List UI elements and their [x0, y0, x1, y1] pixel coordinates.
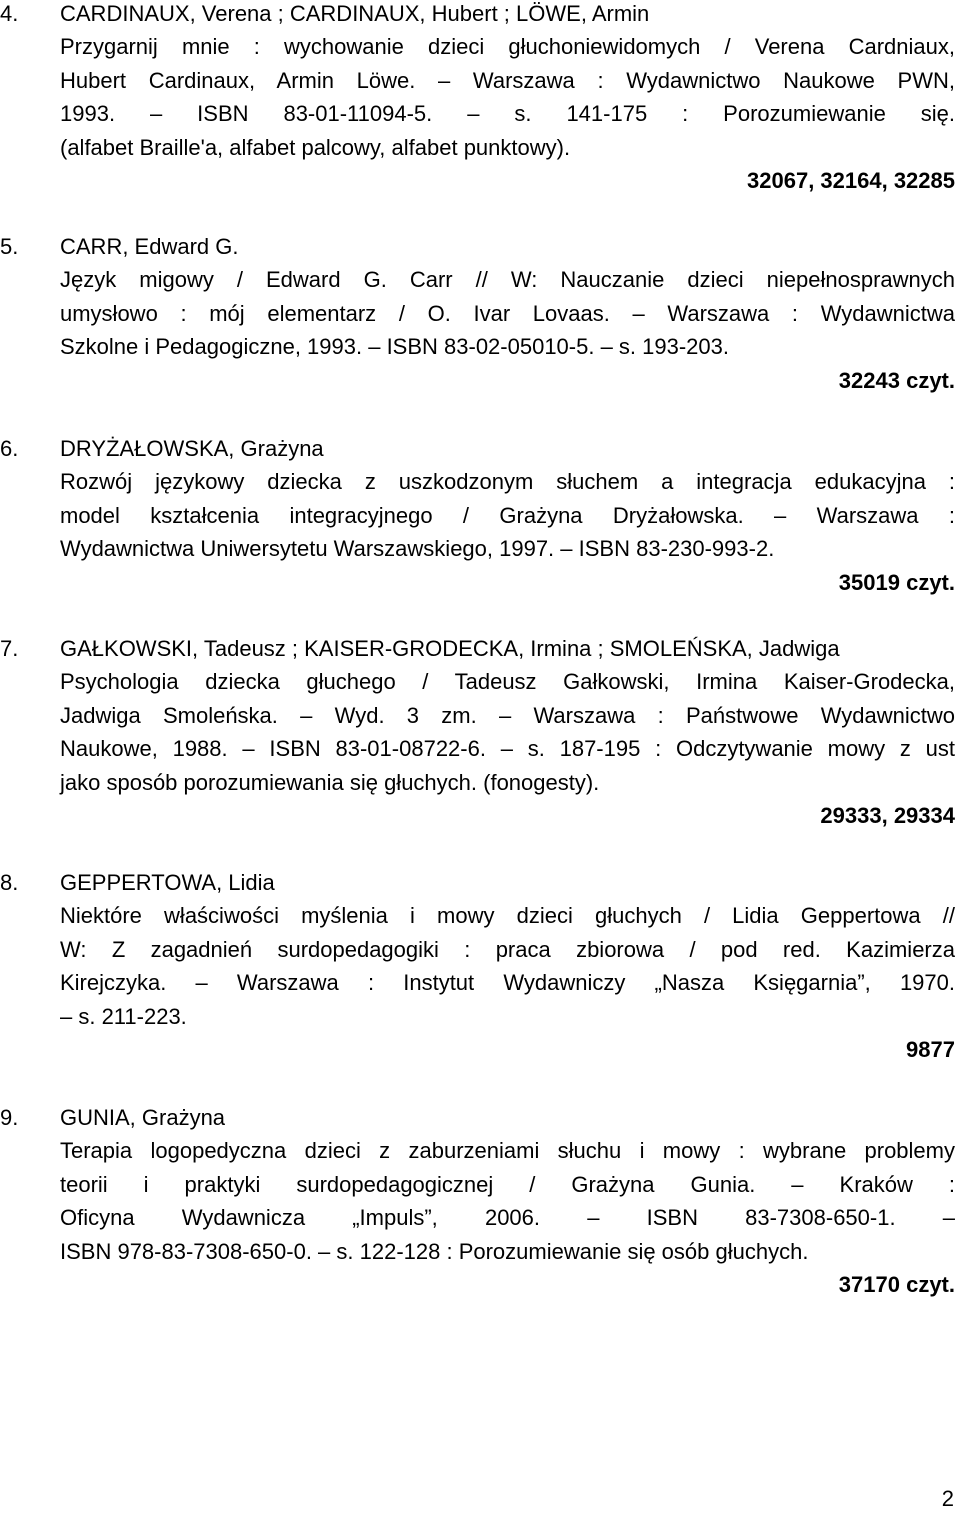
entry-line: Kirejczyka. – Warszawa : Instytut Wydawniczy „Nasza Księgarnia”, 1970. — [60, 970, 955, 996]
entry-line: Rozwój językowy dziecka z uszkodzonym słuchem a integracja edukacyjna : — [60, 469, 955, 495]
entry-line: umysłowo : mój elementarz / O. Ivar Lovaas. – Warszawa : Wydawnictwa — [60, 300, 955, 326]
entry-line: Naukowe, 1988. – ISBN 83-01-08722-6. – s. 187-195 : Odczytywanie mowy z ust — [60, 736, 955, 762]
entry-line: model kształcenia integracyjnego / Grażyna Dryżałowska. – Warszawa : — [60, 502, 955, 528]
entry-line: Niektóre właściwości myślenia i mowy dzieci głuchych / Lidia Geppertowa // — [60, 903, 955, 929]
entry-author-line: GUNIA, Grażyna — [60, 1105, 226, 1130]
bibliography-entry-6 — [0, 432, 955, 599]
holdings-signature: 37170 czyt. — [838, 1272, 955, 1298]
entry-line: jako sposób porozumiewania się głuchych. (fonogesty). — [60, 769, 600, 795]
bibliography-entry-5 — [0, 230, 955, 397]
entry-author-line: CARDINAUX, Verena ; CARDINAUX, Hubert ; LÖWE, Armin — [60, 1, 650, 26]
page-number: 2 — [941, 1486, 954, 1511]
entry-text — [60, 230, 955, 397]
entry-number: 4. — [0, 1, 19, 26]
entry-line: (alfabet Braille'a, alfabet palcowy, alfabet punktowy). — [60, 134, 571, 160]
holdings-signature: 35019 czyt. — [838, 569, 955, 595]
entry-author-line: GAŁKOWSKI, Tadeusz ; KAISER-GRODECKA, Irmina ; SMOLEŃSKA, Jadwiga — [60, 636, 840, 661]
bibliography-entry-8 — [0, 866, 955, 1066]
entry-line: Wydawnictwa Uniwersytetu Warszawskiego, 1997. – ISBN 83-230-993-2. — [60, 536, 775, 562]
entry-number: 8. — [0, 870, 19, 895]
entry-number: 7. — [0, 636, 19, 661]
entry-line: W: Z zagadnień surdopedagogiki : praca zbiorowa / pod red. Kazimierza — [60, 936, 955, 962]
entry-line: 1993. – ISBN 83-01-11094-5. – s. 141-175 : Porozumiewanie się. — [60, 101, 955, 127]
entry-text — [60, 632, 955, 832]
holdings-signature: 32243 czyt. — [838, 367, 955, 393]
entry-line: Język migowy / Edward G. Carr // W: Nauczanie dzieci niepełnosprawnych — [60, 267, 955, 293]
entry-line: – s. 211-223. — [60, 1003, 187, 1029]
entry-line: Psychologia dziecka głuchego / Tadeusz Gałkowski, Irmina Kaiser-Grodecka, — [60, 669, 955, 695]
entry-author-line: GEPPERTOWA, Lidia — [60, 870, 275, 895]
holdings-signature: 29333, 29334 — [820, 803, 955, 829]
bibliography-entry-7 — [0, 632, 955, 832]
entry-line: Oficyna Wydawnicza „Impuls”, 2006. – ISBN 83-7308-650-1. – — [60, 1205, 955, 1231]
entry-author-line: CARR, Edward G. — [60, 234, 239, 259]
entry-line: Jadwiga Smoleńska. – Wyd. 3 zm. – Warszawa : Państwowe Wydawnictwo — [60, 702, 955, 728]
holdings-signature: 32067, 32164, 32285 — [747, 168, 955, 194]
entry-line: Hubert Cardinaux, Armin Löwe. – Warszawa : Wydawnictwo Naukowe PWN, — [60, 67, 955, 93]
entry-number: 9. — [0, 1105, 19, 1130]
entry-author-line: DRYŻAŁOWSKA, Grażyna — [60, 436, 324, 461]
entry-number: 6. — [0, 436, 19, 461]
entry-text — [60, 432, 955, 599]
entry-text — [60, 1101, 955, 1301]
entry-line: teorii i praktyki surdopedagogicznej / Grażyna Gunia. – Kraków : — [60, 1171, 955, 1197]
entry-text — [60, 866, 955, 1066]
entry-number: 5. — [0, 234, 19, 259]
bibliography-entry-4 — [0, 0, 955, 197]
bibliography-entry-9 — [0, 1101, 955, 1301]
entry-line: Terapia logopedyczna dzieci z zaburzeniami słuchu i mowy : wybrane problemy — [60, 1138, 955, 1164]
entry-text — [60, 0, 955, 197]
entry-line: Przygarnij mnie : wychowanie dzieci głuchoniewidomych / Verena Cardniaux, — [60, 34, 955, 60]
entry-line: Szkolne i Pedagogiczne, 1993. – ISBN 83-02-05010-5. – s. 193-203. — [60, 334, 730, 360]
holdings-signature: 9877 — [906, 1037, 955, 1063]
entry-line: ISBN 978-83-7308-650-0. – s. 122-128 : Porozumiewanie się osób głuchych. — [60, 1238, 809, 1264]
